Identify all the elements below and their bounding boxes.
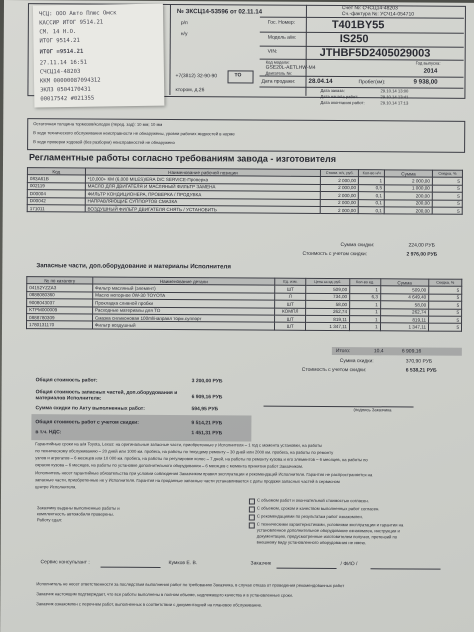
table-cell: *10,000+ КМ (6,000 MILES)/ERA D/C SERVICE-Проверка (85, 175, 320, 184)
parts-title: Запасные части, доп.оборудование и материалы Исполнителя (36, 262, 231, 271)
summary-value: 594,95 РУБ (191, 406, 219, 413)
table-cell: ФИЛЬТР КОНДИЦИОНЕРА, ПРОВЕРКА / ПРОДУВКА (85, 190, 320, 199)
model-code: GSE20L-AETLHW-M4 (265, 64, 316, 71)
parts-sum-label: Итого: (335, 348, 351, 355)
warranty-line: окраске кузова – 6 месяцев, на работы по установке дополнительного оборудования – 6 месяцев с момента принятия работ Заказчиком. (35, 462, 304, 469)
table-cell: 002119 (27, 182, 85, 190)
table-cell: ШТ (275, 315, 306, 323)
consultant-name: Кумков Е. В. (168, 560, 198, 567)
table-cell: 819,11 (306, 315, 350, 323)
table-cell: 1780131170 (26, 321, 92, 329)
table-cell: 5 (432, 192, 462, 200)
receipt-line: КАССИР ИТОГ 9514.21 (39, 19, 104, 27)
plate-label: Гос. Номер: (267, 19, 296, 26)
works-table (27, 167, 463, 215)
nu-label: н/у (180, 31, 188, 38)
invoice-number: Сч.-фактура №: УСЧ14-054710 (341, 11, 415, 18)
parts-table (26, 276, 462, 331)
receipt-line: ЭКЛЗ 0504170431 (40, 86, 91, 94)
table-cell: ШТ (275, 323, 306, 331)
summary-value: 6 909,16 РУБ (191, 394, 223, 401)
parts-total-label: Стоимость с учетом скидки: (301, 366, 367, 374)
parts-col-discount: Скидка, % (429, 279, 462, 287)
table-cell: 200,00 (384, 207, 432, 215)
works-col-hours: Кол-во н/ч (359, 170, 385, 178)
parts-col-name: Наименование детали (93, 277, 275, 286)
summary-label: в т.ч. НДС: (35, 429, 62, 436)
acceptance-line: Заказчику выданы выполненные работы и (36, 505, 120, 511)
warranty-line: Исполнитель несет гарантийные обязательства при условии соблюдения Заказчиком правил эксплуатации и рекомендаций Исполнителя. Гарантия не распространяется на (35, 470, 373, 478)
table-cell: ВОЗДУШНЫЙ ФИЛЬТР ДВИГАТЕЛЯ СНЯТЬ / УСТАНОВИТЬ (85, 205, 320, 214)
receipt-line: ЧСЦ: ООО Авто Плюс Омск (39, 10, 117, 18)
cash-receipt (33, 4, 164, 108)
receipt-line: 27.11.14 16:51 (39, 59, 87, 67)
works-col-name: Наименование рабочей позиции (85, 168, 320, 177)
table-cell: 734,00 (306, 293, 350, 301)
table-cell: D00042 (27, 197, 85, 205)
vin-label: VIN: (267, 48, 278, 55)
table-cell: 5 (429, 323, 462, 331)
customer-label: Заказчик (250, 560, 272, 567)
table-cell: 200,00 (384, 199, 432, 207)
receipt-line: СЧСЦ14-48203 (39, 68, 81, 76)
table-cell: 1 000,00 (384, 185, 432, 193)
warranty-line: запасные части, приобретенные не у Исполнителя. Гарантия на проданные запасные части устанавливается с даты продажи запасных частей в сервисном (35, 477, 340, 485)
note-line: В ходе проверки ходовой (без разборки) неисправностей не обнаружено (33, 139, 175, 146)
model-code-label: Код модели: (265, 59, 290, 65)
table-cell: 6,3 (350, 293, 381, 301)
receipt-line: 00017542 #021355 (40, 95, 95, 103)
table-cell: 5 (429, 286, 462, 294)
table-cell: КОМПЛ (275, 308, 306, 316)
table-cell: 1 (349, 316, 380, 324)
table-cell: Фильтр воздушный (92, 321, 274, 330)
engine-label: Двигатель №: (265, 70, 293, 76)
warranty-line: центре Исполнителя. (35, 484, 77, 490)
table-cell: Прокладка сливной пробки (93, 299, 275, 308)
to-label: ТО (234, 72, 242, 79)
footer-line: Заказчик ознакомлен с перечнем работ, выполненных в соответствии с документацией на плановое обслуживание. (36, 601, 263, 608)
table-cell: 0,5 (359, 184, 385, 192)
table-cell: 2 000,00 (385, 177, 433, 185)
phone: +7(3812) 32-90-90 (175, 73, 218, 80)
footer-line: Заказчик настоящим подтверждает, что все работы выполнены в полном объеме, надлежащего качества и в установленные сроки. (36, 591, 294, 598)
works-col-rate: Стоим. н/ч, руб. (321, 169, 359, 177)
table-cell: 5 (429, 316, 462, 324)
works-discount-label: Сумма скидки: (340, 242, 375, 249)
works-total-label: Стоимость с учетом скидки: (302, 250, 368, 258)
table-cell: 0888780309 (27, 314, 93, 322)
sale-date-label: Дата продажи: (261, 78, 296, 85)
table-cell: 58,00 (380, 301, 428, 309)
acceptance-line: Работу сдал: (36, 517, 63, 523)
receipt-line: ИТОГ =9514.21 (39, 48, 84, 56)
table-cell: 5 (429, 309, 462, 317)
table-cell: 509,00 (306, 286, 350, 294)
table-cell: ШТ (275, 300, 306, 308)
summary-value: 3 200,00 РУБ (191, 378, 223, 385)
table-row (26, 321, 461, 331)
table-cell: 5 (432, 200, 462, 208)
works-col-discount: Скидка, % (432, 170, 462, 178)
year-label: Год выпуска: (415, 60, 441, 66)
table-cell: 1 (350, 301, 381, 309)
table-cell: 1 (350, 308, 381, 316)
table-cell: 2 000,00 (320, 206, 358, 214)
fio-label: / ФИО / (340, 561, 358, 568)
rp-label: р/п (180, 20, 188, 27)
table-cell: Фильтр масляный (элемент) (93, 284, 275, 293)
receipt-line: ИТОГ 9514.21 (39, 37, 80, 45)
order-number: № ЗКСЦ14-53596 от 02.11.14 (176, 8, 263, 16)
table-cell: KTPM000009 (27, 306, 93, 314)
parts-discount: 370,90 РУБ (405, 358, 433, 365)
note-line: В ходе технического обслуживания неисправности не обнаружены, уровни рабочих жидкостей в норме (33, 130, 235, 137)
acceptance-line: комплектность автомобиля проверены. (36, 511, 114, 517)
end-date: 29.10.14 17:13 (380, 100, 409, 106)
table-cell: 04152YZZA3 (27, 284, 93, 292)
footer-line: Исполнитель не несет ответственности за последствия выполнения работ по требованию Заказчика, в случае отказа от проведения рекомендованных работ (36, 581, 345, 589)
table-cell: 0,1 (358, 207, 384, 215)
table-cell: 1 (349, 323, 380, 331)
table-cell: 2 000,00 (321, 177, 359, 185)
warranty-line: узлов и агрегатов – 6 месяцев или 10 000 км. пробега, на работы по регулировке колес – 7 дней, на работы по ремонту кузова и его элементов – 6 месяцев, на работы по (35, 455, 368, 463)
order-date: 29.10.14 13:00 (380, 88, 409, 94)
year: 2014 (423, 67, 438, 75)
consultant-label: Сервис консультант : (40, 559, 90, 566)
table-cell: Л (275, 293, 306, 301)
address: ктором, д.26 (175, 87, 205, 94)
consent-line: С рекомендациями по результатам работ ознакомлен. (256, 513, 364, 520)
works-discount: 224,00 РУБ (408, 242, 435, 249)
table-cell: 5 (432, 207, 462, 215)
end-label: Дата окончания работ: (320, 99, 365, 106)
customer-signature-label: (подпись Заказчика (353, 407, 392, 413)
consent-line: документацию, предусмотренные изготовителем получил, претензий по (256, 533, 398, 540)
table-cell: 1 (359, 177, 385, 185)
table-cell: ШТ (275, 286, 306, 294)
table-cell: 5 (429, 294, 462, 302)
table-cell: 509,00 (380, 286, 428, 294)
parts-discount-label: Сумма скидки: (339, 358, 374, 365)
table-cell: НАПРАВЛЯЮЩИЕ СУППОРТОВ СМАЗКА (85, 198, 320, 207)
works-col-code: Код (27, 168, 85, 176)
table-cell: 58,00 (306, 301, 350, 309)
table-cell: 0888080360 (27, 291, 93, 299)
table-cell: 5 (432, 185, 462, 193)
table-cell: 5 (429, 301, 462, 309)
works-total: 2 976,00 РУБ (406, 251, 438, 258)
consent-line: С объемом, сроком и качеством выполненных работ согласен. (256, 505, 380, 512)
table-cell: 200,00 (384, 192, 432, 200)
parts-sum: 6 909,16 (401, 348, 422, 355)
table-cell: 262,74 (306, 308, 350, 316)
table-cell: 819,11 (380, 316, 428, 324)
sale-date: 28.04.14 (308, 77, 333, 86)
table-cell: D00004 (27, 190, 85, 198)
works-col-sum: Сумма (385, 170, 433, 178)
parts-col-unit: Ед. изм. (275, 278, 306, 286)
table-cell: Расходные материалы для ТО (92, 307, 274, 316)
account-number: Счет №: СЧСЦ14-48203 (341, 5, 398, 12)
table-cell: МАСЛО ДЛЯ ДВИГАТЕЛЯ И МАСЛЯНЫЙ ФИЛЬТР ЗАМЕНА (85, 183, 320, 192)
summary-label: Общая стоимость работ с учетом скидки: (35, 419, 139, 426)
parts-qty-total: 10,4 (373, 348, 384, 355)
summary-value: 1 451,31 РУБ (191, 430, 223, 437)
table-row (27, 205, 462, 215)
mileage: 9 938,00 (413, 78, 438, 86)
mileage-label: Пробег(км): (358, 79, 386, 86)
summary-value: 9 514,21 РУБ (191, 420, 223, 427)
table-cell: 5 (432, 178, 462, 186)
parts-col-sum: Сумма (380, 279, 428, 287)
consent-line: внешнему виду установленного оборудования не имею. (256, 539, 367, 546)
table-cell: Смазка силиконовая 100ml/направл торм.суппорт (92, 314, 274, 323)
table-cell: 262,74 (380, 308, 428, 316)
table-cell: 9008043037 (27, 299, 93, 307)
table-cell: 0,1 (358, 199, 384, 207)
parts-total: 6 538,21 РУБ (405, 367, 437, 374)
receipt-line: ККМ 00000087094312 (39, 77, 101, 85)
parts-col-catalog: № по каталогу (27, 277, 93, 285)
parts-col-qty: Кол-во ед. (350, 279, 381, 287)
consent-line: С объемом работ и окончательной стоимостью согласен. (256, 497, 369, 504)
start-label: Дата начала работ: (320, 93, 359, 100)
table-cell: 171011 (27, 205, 85, 213)
warranty-line: Гарантийные сроки на а/м Toyota, Lexus: на оригинальные запасные части, приобретенные у Исполнителя – 1 год с момента установки, на работы (35, 441, 323, 448)
table-cell: 1 (350, 286, 381, 294)
table-cell: 083A61B (27, 175, 85, 183)
table-cell: 4 649,40 (380, 294, 428, 302)
table-cell: Масло моторное 0W-30 TOYOTA (93, 292, 275, 301)
consent-line: С техническими характеристиками, условиями эксплуатации и гарантии на (256, 521, 404, 528)
model-label: Модель а/м: (267, 34, 297, 41)
summary-label: Общая стоимость работ: (35, 377, 98, 384)
table-cell: 2 000,00 (320, 199, 358, 207)
table-cell: 1 347,11 (305, 323, 349, 331)
table-cell: 0,1 (358, 192, 384, 200)
table-cell: 1 347,11 (380, 323, 428, 331)
note-line: Остаточная толщина тормозов/колодок (перед. зад): 10 мм; 10 мм (33, 121, 163, 127)
warranty-line: по техническому обслуживанию – 20 дней или 1000 км. пробега, на работы по текущему ремонту – 30 дней или 2000 км. пробега, на работы по ремонту (35, 448, 334, 456)
summary-label: Общая стоимость запасных частей, доп.оборудования и материалов Исполнителя: (35, 389, 178, 402)
start-date: 29.10.14 13:41 (380, 94, 409, 100)
table-cell: 2 000,00 (321, 192, 359, 200)
model: IS250 (339, 33, 369, 46)
works-title: Регламентные работы согласно требованиям завода - изготовителя (29, 152, 337, 165)
consent-line: установленное дополнительное оборудование ознакомлен, инструкции и (256, 527, 400, 534)
parts-col-price: Цена за ед. руб. (306, 278, 350, 286)
table-cell: 2 000,00 (321, 184, 359, 192)
summary-label: Сумма скидки по Акту выполненных работ: (35, 405, 145, 412)
vin: JTHBF5D2405029003 (319, 46, 431, 60)
receipt-line: СМ. 14 Н.О. (39, 28, 77, 36)
plate-number: T401BY55 (331, 19, 385, 32)
order-date-label: Дата заказа: (320, 87, 345, 94)
